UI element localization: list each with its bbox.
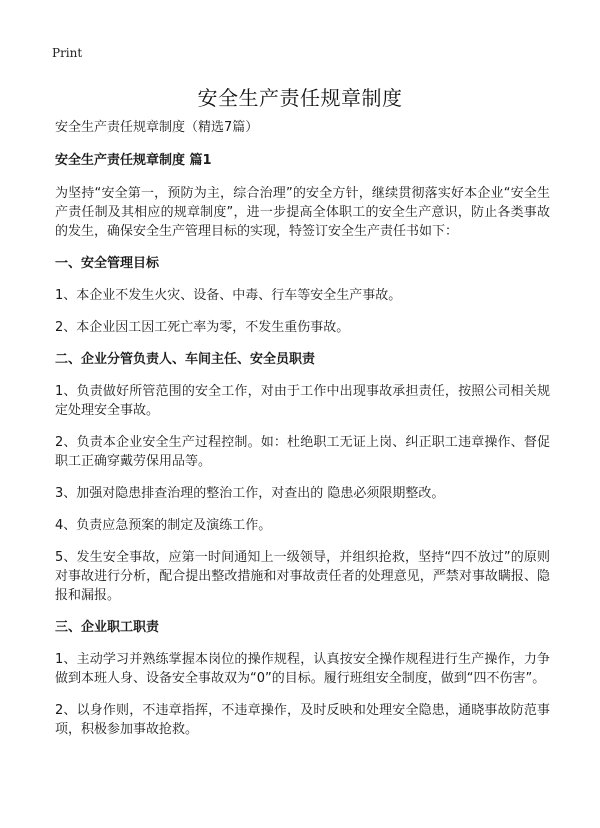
section-heading-goals: 一、安全管理目标 xyxy=(55,256,160,271)
list-item: 1、主动学习并熟练掌握本岗位的操作规程，认真按安全操作规程进行生产操作，力争做到本班人身、设备安全事故双为“0”的目标。履行班组安全制度，做到“四不伤害”。 xyxy=(55,652,550,686)
intro-paragraph: 为坚持“安全第一，预防为主，综合治理”的安全方针，继续贯彻落实好本企业“安全生产责任制及其相应的规章制度”，进一步提高全体职工的安全生产意识，防止各类事故的发生，确保安全生产管理目标的实现，特签订安全生产责任书如下： xyxy=(55,186,550,239)
list-item: 2、本企业因工因工死亡率为零，不发生重伤事故。 xyxy=(55,320,350,335)
list-item: 5、发生安全事故，应第一时间通知上一级领导，并组织抢救，坚持“四不放过”的原则对事故进行分析，配合提出整改措施和对事故责任者的处理意见，严禁对事故瞒报、隐报和漏报。 xyxy=(55,550,550,603)
list-item: 2、负责本企业安全生产过程控制。如：杜绝职工无证上岗、纠正职工违章操作、督促职工正确穿戴劳保用品等。 xyxy=(55,435,550,469)
section-heading-employee-duties: 三、企业职工职责 xyxy=(55,620,160,635)
section-heading-manager-duties: 二、企业分管负责人、车间主任、安全员职责 xyxy=(55,352,316,367)
article-heading: 安全生产责任规章制度 篇1 xyxy=(55,153,212,168)
list-item: 4、负责应急预案的制定及演练工作。 xyxy=(55,518,272,533)
print-link[interactable]: Print xyxy=(52,46,83,60)
list-item: 2、以身作则，不违章指挥，不违章操作，及时反映和处理安全隐患，通晓事故防范事项，积极参加事故抢救。 xyxy=(55,703,550,737)
document-content xyxy=(55,118,550,752)
page-title: 安全生产责任规章制度 xyxy=(197,86,403,110)
document-subtitle: 安全生产责任规章制度（精选7篇） xyxy=(55,120,259,135)
list-item: 3、加强对隐患排查治理的整治工作，对查出的 隐患必须限期整改。 xyxy=(55,486,445,501)
list-item: 1、本企业不发生火灾、设备、中毒、行车等安全生产事故。 xyxy=(55,288,402,303)
list-item: 1、负责做好所管范围的安全工作，对由于工作中出现事故承担责任，按照公司相关规定处理安全事故。 xyxy=(55,384,550,418)
